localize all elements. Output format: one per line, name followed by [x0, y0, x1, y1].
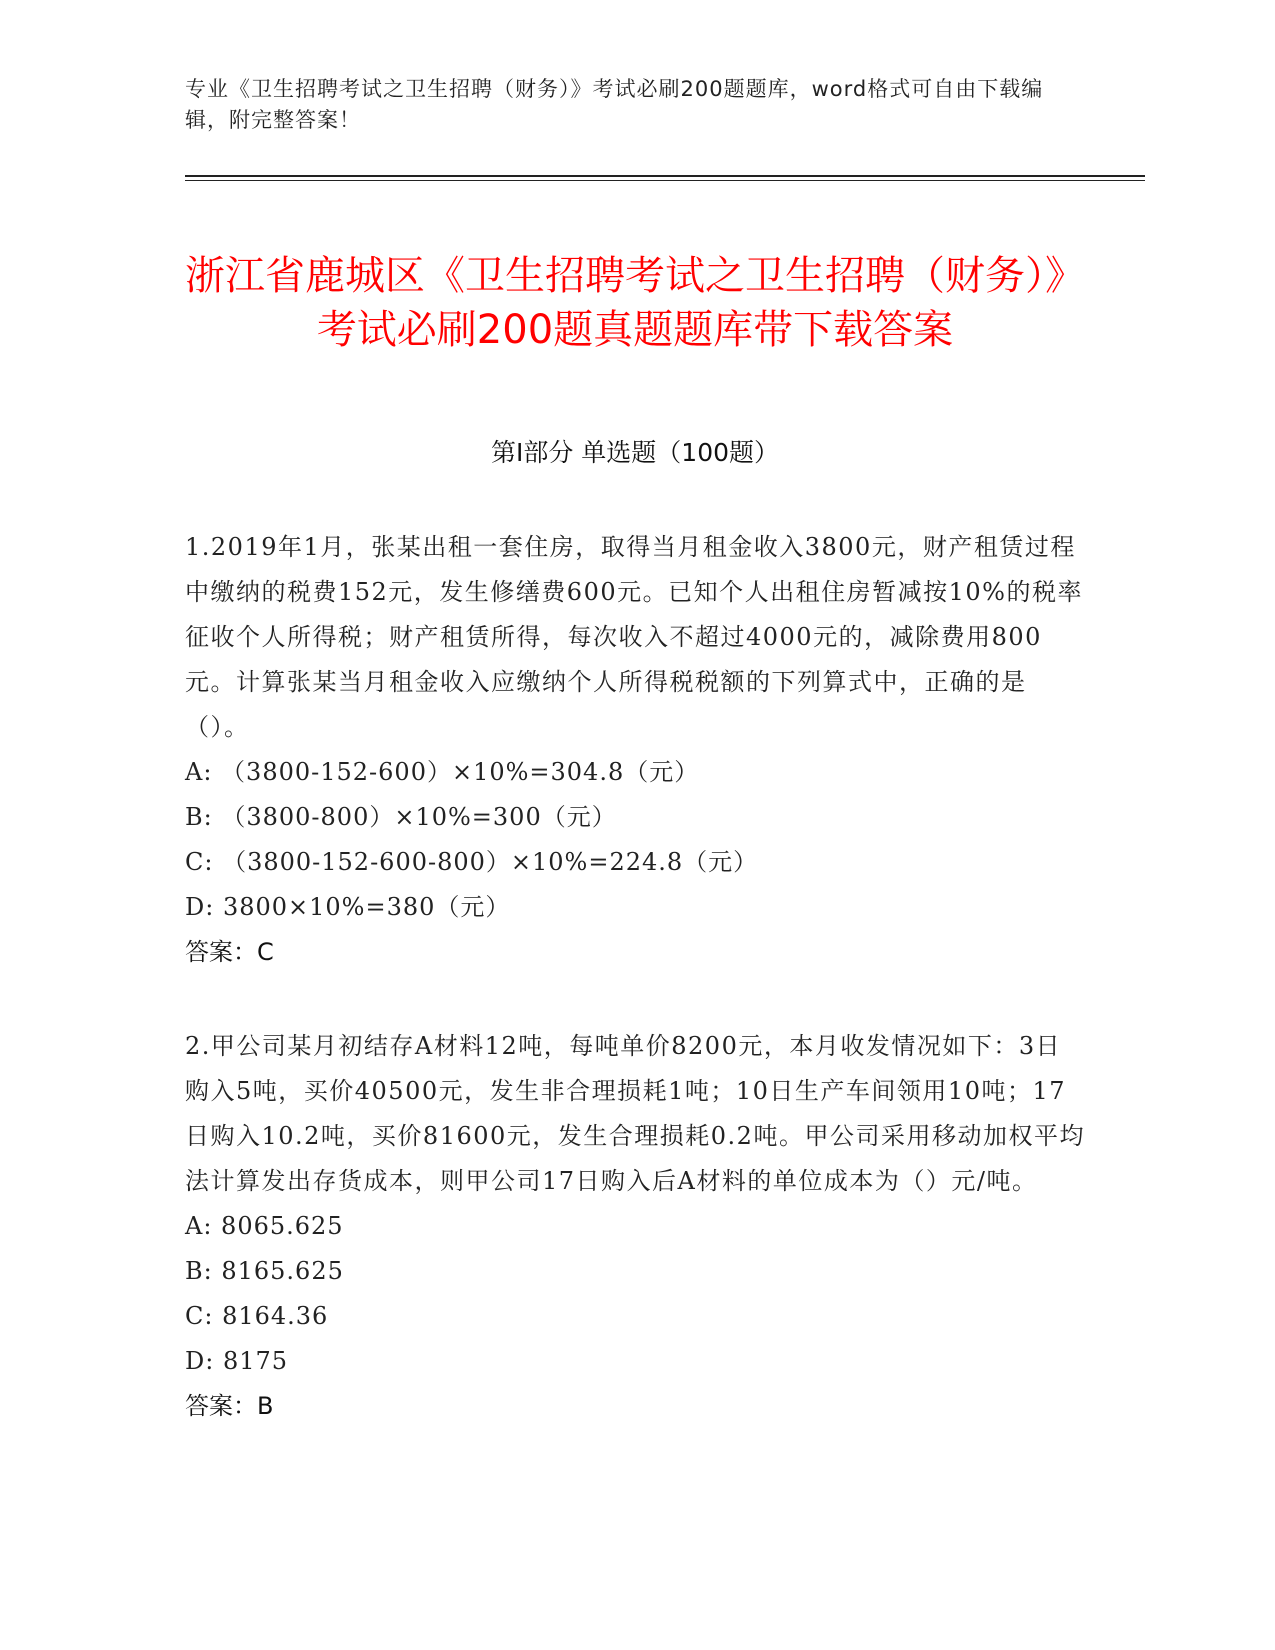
question-stem: 2.甲公司某月初结存A材料12吨，每吨单价8200元，本月收发情况如下：3日购入5吨，买价40500元，发生非合理损耗1吨；10日生产车间领用10吨；17日购入10.2吨，买价81600元，发生合理损耗0.2吨。甲公司采用移动加权平均法计算发出存货成本，则甲公司17日购入后A材料的单位成本为（）元/吨。: [185, 1032, 1085, 1195]
option-b: B: 8165.625: [185, 1257, 344, 1285]
document-title: 浙江省鹿城区《卫生招聘考试之卫生招聘（财务）》考试必刷200题真题题库带下载答案: [185, 252, 1085, 353]
header-divider-thin: [185, 180, 1145, 181]
option-a: A: 8065.625: [185, 1212, 344, 1240]
header-note: 专业《卫生招聘考试之卫生招聘（财务）》考试必刷200题题库，word格式可自由下载编辑，附完整答案！: [185, 77, 1044, 132]
question-stem: 1.2019年1月，张某出租一套住房，取得当月租金收入3800元，财产租赁过程中缴纳的税费152元，发生修缮费600元。已知个人出租住房暂减按10%的税率征收个人所得税；财产租赁所得，每次收入不超过4000元的，减除费用800元。计算张某当月租金收入应缴纳个人所得税税额的下列算式中，正确的是（）。: [185, 533, 1083, 741]
question-1: [185, 525, 1085, 975]
option-a: A: （3800-152-600）×10%=304.8（元）: [185, 758, 700, 786]
option-d: D: 3800×10%=380（元）: [185, 893, 511, 921]
section-heading: 第Ⅰ部分 单选题（100题）: [490, 438, 780, 467]
answer-line: 答案：C: [185, 938, 274, 966]
option-b: B: （3800-800）×10%=300（元）: [185, 803, 617, 831]
option-c: C: （3800-152-600-800）×10%=224.8（元）: [185, 848, 759, 876]
option-d: D: 8175: [185, 1347, 289, 1375]
answer-line: 答案：B: [185, 1392, 274, 1420]
header-divider-thick: [185, 175, 1145, 177]
option-c: C: 8164.36: [185, 1302, 329, 1330]
question-2: [185, 1024, 1085, 1429]
